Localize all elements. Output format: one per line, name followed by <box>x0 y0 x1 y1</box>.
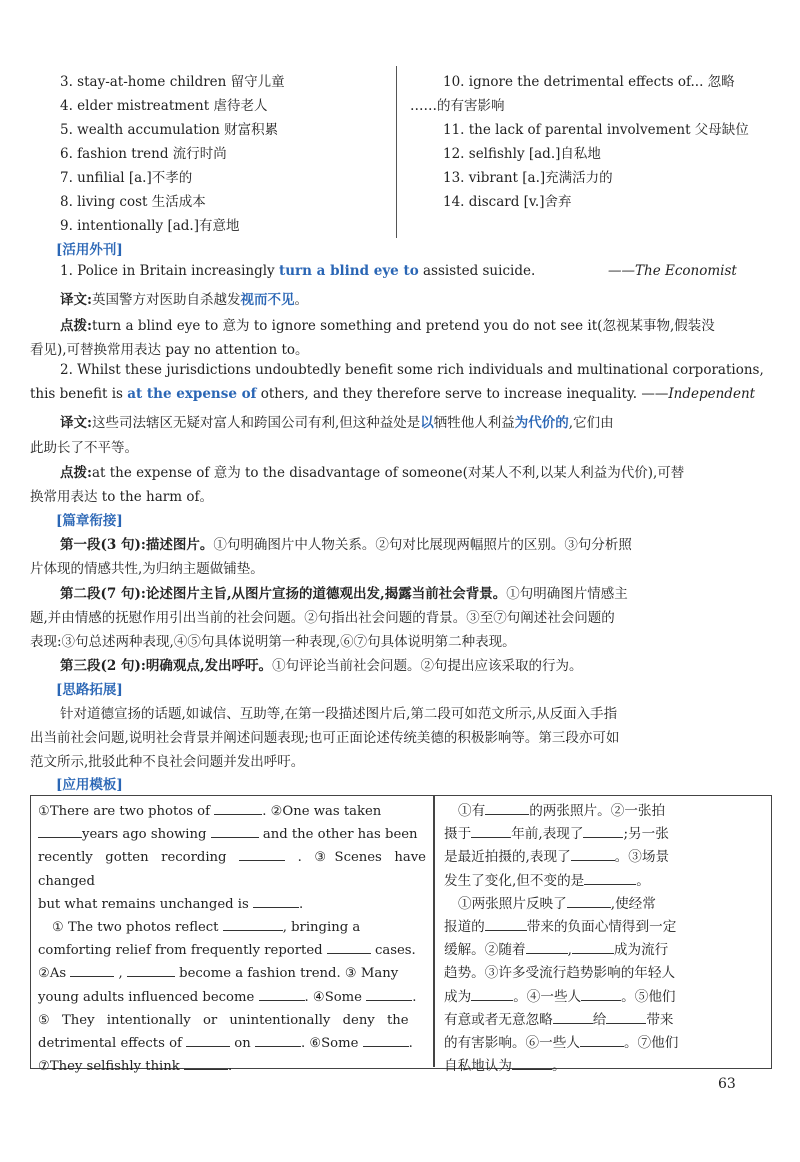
template-chinese <box>444 800 764 1078</box>
text: ①两张照片反映了 <box>458 895 567 912</box>
text: 自私地认为 <box>444 1058 512 1075</box>
fill-blank[interactable] <box>255 1034 301 1047</box>
highlight-phrase: 以 <box>420 415 434 431</box>
example-2-translation <box>60 411 614 431</box>
vocab-item: 5. wealth accumulation 财富积累 <box>60 122 279 138</box>
fill-blank[interactable] <box>253 895 299 908</box>
example-1-sentence <box>60 263 535 279</box>
text: 牺牲他人利益 <box>433 415 515 431</box>
highlight-phrase: at the expense of <box>127 386 257 402</box>
fill-blank[interactable] <box>606 1011 646 1024</box>
para2-outline-cont: 表现:③句总述两种表现,④⑤句具体说明第一种表现,⑥⑦句具体说明第二种表现。 <box>30 634 516 650</box>
silu-text: 针对道德宣扬的话题,如诚信、互助等,在第一段描述图片后,第二段可如范文所示,从反面入手指 <box>60 706 618 722</box>
label: 译文: <box>60 292 92 308</box>
text: this benefit is <box>30 386 128 402</box>
text: 带来的负面心情得到一定 <box>526 919 677 936</box>
column-divider <box>396 66 397 238</box>
fill-blank[interactable] <box>471 988 513 1001</box>
text: 。 <box>636 872 650 889</box>
text: . <box>408 1036 413 1052</box>
silu-text: 范文所示,批驳此种不良社会问题并发出呼吁。 <box>30 754 305 770</box>
text: others, and they therefore serve to increase inequality. —— <box>256 386 669 402</box>
fill-blank[interactable] <box>366 988 412 1001</box>
template-table-divider <box>433 796 435 1067</box>
text: 成为 <box>444 988 472 1005</box>
silu-text: 出当前社会问题,说明社会背景并阐述问题表现;也可正面论述传统美德的积极影响等。第三段亦可如 <box>30 730 620 746</box>
fill-blank[interactable] <box>584 872 636 885</box>
template-line <box>38 986 426 1009</box>
example-2-translation-cont: 此助长了不平等。 <box>30 440 138 456</box>
text: young adults influenced become <box>38 989 255 1005</box>
label: 第三段(2 句):明确观点,发出呼吁。 <box>60 658 273 674</box>
page-number: 63 <box>718 1076 736 1092</box>
template-line <box>444 800 764 823</box>
template-line <box>38 1055 426 1078</box>
text: turn a blind eye to 意为 to ignore something and pretend you do not see it(忽视某事物,假装没 <box>91 318 715 334</box>
text: 带来 <box>646 1011 674 1028</box>
text: 成为流行 <box>613 942 669 959</box>
template-line: 趋势。③许多受流行趋势影响的年轻人 <box>444 965 676 982</box>
text: ,使经常 <box>610 895 656 912</box>
text: ;另一张 <box>623 826 669 843</box>
fill-blank[interactable] <box>239 848 285 861</box>
template-line <box>444 846 764 869</box>
template-line <box>444 916 764 939</box>
template-line <box>38 846 426 892</box>
para2-outline-cont: 题,并由情感的抚慰作用引出当前的社会问题。②句指出社会问题的背景。③至⑦句阐述社会问题的 <box>30 610 615 626</box>
text: 。⑦他们 <box>623 1035 679 1052</box>
vocab-item: 9. intentionally [ad.]有意地 <box>60 218 240 234</box>
template-line <box>444 939 764 962</box>
fill-blank[interactable] <box>327 941 371 954</box>
text: 有意或者无意忽略 <box>444 1011 553 1028</box>
text: ⑦They selfishly think <box>38 1059 180 1075</box>
section-heading-silu: [思路拓展] <box>56 682 123 698</box>
text: 摄于 <box>444 826 472 843</box>
label: 译文: <box>60 415 92 431</box>
text: 。④一些人 <box>513 988 582 1005</box>
text: . ⑥Some <box>300 1036 359 1052</box>
highlight-phrase: 视而不见 <box>240 292 295 308</box>
template-line <box>444 986 764 1009</box>
section-heading-huoyong: [活用外刊] <box>56 242 123 258</box>
text: 报道的 <box>444 919 485 936</box>
template-line <box>444 1032 764 1055</box>
text: , bringing a <box>282 920 361 936</box>
template-line <box>38 823 426 846</box>
vocab-item-continued: ……的有害影响 <box>410 98 505 114</box>
template-line <box>38 800 426 823</box>
fill-blank[interactable] <box>363 1034 409 1047</box>
text: 缓解。②随着 <box>444 942 526 959</box>
text: 发生了变化,但不变的是 <box>444 872 585 889</box>
text: , <box>118 966 123 982</box>
text: ,它们由 <box>568 415 614 431</box>
para1-outline-cont: 片体现的情感共性,为归纳主题做铺垫。 <box>30 561 264 577</box>
fill-blank[interactable] <box>38 825 82 838</box>
text: on <box>234 1036 251 1052</box>
fill-blank[interactable] <box>471 825 511 838</box>
template-english <box>38 800 426 1078</box>
example-text: assisted suicide. <box>418 263 536 279</box>
text: ②As <box>38 966 67 982</box>
template-line <box>444 893 764 916</box>
text: . ④Some <box>304 989 362 1005</box>
label: 点拨: <box>60 465 92 481</box>
example-text: 1. Police in Britain increasingly <box>60 263 279 279</box>
vocab-item: 3. stay-at-home children 留守儿童 <box>60 74 285 90</box>
text: 。⑤他们 <box>621 988 676 1005</box>
label: 第二段(7 句):论述图片主旨,从图片宣扬的道德观出发,揭露当前社会背景。 <box>60 586 507 602</box>
text: 给 <box>592 1011 607 1028</box>
text: 的有害影响。⑥一些人 <box>444 1035 580 1052</box>
fill-blank[interactable] <box>485 802 529 815</box>
fill-blank[interactable] <box>186 1034 230 1047</box>
fill-blank[interactable] <box>580 1034 624 1047</box>
example-2-tip <box>60 461 684 481</box>
template-line <box>38 916 426 939</box>
para2-outline <box>60 582 628 602</box>
fill-blank[interactable] <box>70 964 114 977</box>
text: . ③Scenes have changed <box>38 850 426 889</box>
section-heading-pianzhang: [篇章衔接] <box>56 513 123 529</box>
text: ①句明确图片情感主 <box>506 586 628 602</box>
fill-blank[interactable] <box>571 848 615 861</box>
template-line <box>38 939 426 962</box>
fill-blank[interactable] <box>526 941 568 954</box>
para3-outline <box>60 654 583 674</box>
text: . <box>299 896 304 912</box>
text: 。 <box>294 292 308 308</box>
text: ①有 <box>458 803 486 819</box>
text: . <box>227 1059 233 1075</box>
example-2-sentence-cont <box>30 386 755 402</box>
text: . <box>412 989 417 1005</box>
text: cases. <box>374 943 416 959</box>
text: 的两张照片。②一张拍 <box>529 803 666 819</box>
text: but what remains unchanged is <box>38 896 249 912</box>
source-independent: Independent <box>668 386 756 402</box>
vocab-item: 14. discard [v.]舍弃 <box>443 194 572 210</box>
vocab-item: 4. elder mistreatment 虐待老人 <box>60 98 268 114</box>
template-line <box>444 1055 764 1078</box>
text: , <box>567 942 572 959</box>
vocab-item: 10. ignore the detrimental effects of... 忽略 <box>443 74 735 90</box>
text: detrimental effects of <box>38 1036 182 1052</box>
fill-blank[interactable] <box>259 988 305 1001</box>
source-the-economist: ——The Economist <box>608 263 737 279</box>
template-line <box>444 1009 764 1032</box>
highlight-phrase: turn a blind eye to <box>278 263 419 279</box>
example-1-translation <box>60 288 308 308</box>
text: 是最近拍摄的,表现了 <box>444 849 571 866</box>
text: years ago showing <box>82 827 207 843</box>
example-1-tip-cont: 看见),可替换常用表达 pay no attention to。 <box>30 342 309 358</box>
text: become a fashion trend. ③ Many <box>179 966 399 982</box>
text: and the other has been <box>262 827 418 843</box>
text: 英国警方对医助自杀越发 <box>91 292 241 308</box>
vocab-item: 7. unfilial [a.]不孝的 <box>60 170 193 186</box>
fill-blank[interactable] <box>512 1057 552 1070</box>
template-line <box>444 870 764 893</box>
fill-blank[interactable] <box>214 802 262 815</box>
template-line <box>38 1032 426 1055</box>
fill-blank[interactable] <box>127 964 175 977</box>
text: 。③场景 <box>614 849 670 866</box>
label: 第一段(3 句):描述图片。 <box>60 537 214 553</box>
fill-blank[interactable] <box>211 825 259 838</box>
fill-blank[interactable] <box>581 988 621 1001</box>
fill-blank[interactable] <box>184 1057 228 1070</box>
text: recently gotten recording <box>38 850 227 866</box>
text: ①There are two photos of <box>38 804 210 819</box>
fill-blank[interactable] <box>223 918 283 931</box>
example-1-tip <box>60 314 715 334</box>
highlight-phrase: 为代价的 <box>514 415 569 431</box>
fill-blank[interactable] <box>553 1011 593 1024</box>
text: ①句明确图片中人物关系。②句对比展现两幅照片的区别。③句分析照 <box>213 537 632 553</box>
text: ①句评论当前社会问题。②句提出应该采取的行为。 <box>272 658 583 674</box>
fill-blank[interactable] <box>583 825 623 838</box>
text: comforting relief from frequently reported <box>38 943 323 959</box>
text: 年前,表现了 <box>511 826 584 843</box>
text: 这些司法辖区无疑对富人和跨国公司有利,但这种益处是 <box>91 415 421 431</box>
fill-blank[interactable] <box>485 918 527 931</box>
template-line <box>38 962 426 985</box>
vocab-item: 6. fashion trend 流行时尚 <box>60 146 227 162</box>
fill-blank[interactable] <box>567 895 611 908</box>
label: 点拨: <box>60 318 92 334</box>
para1-outline <box>60 533 632 553</box>
vocab-item: 13. vibrant [a.]充满活力的 <box>443 170 613 186</box>
template-line <box>444 823 764 846</box>
text: . ②One was taken <box>262 804 382 819</box>
vocab-item: 11. the lack of parental involvement 父母缺位 <box>443 122 749 138</box>
example-2-sentence: 2. Whilst these jurisdictions undoubtedly benefit some rich individuals and multinational corporations, <box>60 362 764 378</box>
vocab-item: 12. selfishly [ad.]自私地 <box>443 146 601 162</box>
template-line <box>38 893 426 916</box>
template-line: ⑤ They intentionally or unintentionally deny the <box>38 1012 409 1028</box>
text: ① The two photos reflect <box>52 920 219 936</box>
fill-blank[interactable] <box>572 941 614 954</box>
example-2-tip-cont: 换常用表达 to the harm of。 <box>30 489 213 505</box>
section-heading-yingyong: [应用模板] <box>56 777 123 793</box>
text: 。 <box>551 1058 566 1075</box>
text: at the expense of 意为 to the disadvantage of someone(对某人不利,以某人利益为代价),可替 <box>91 465 685 481</box>
vocab-item: 8. living cost 生活成本 <box>60 194 206 210</box>
